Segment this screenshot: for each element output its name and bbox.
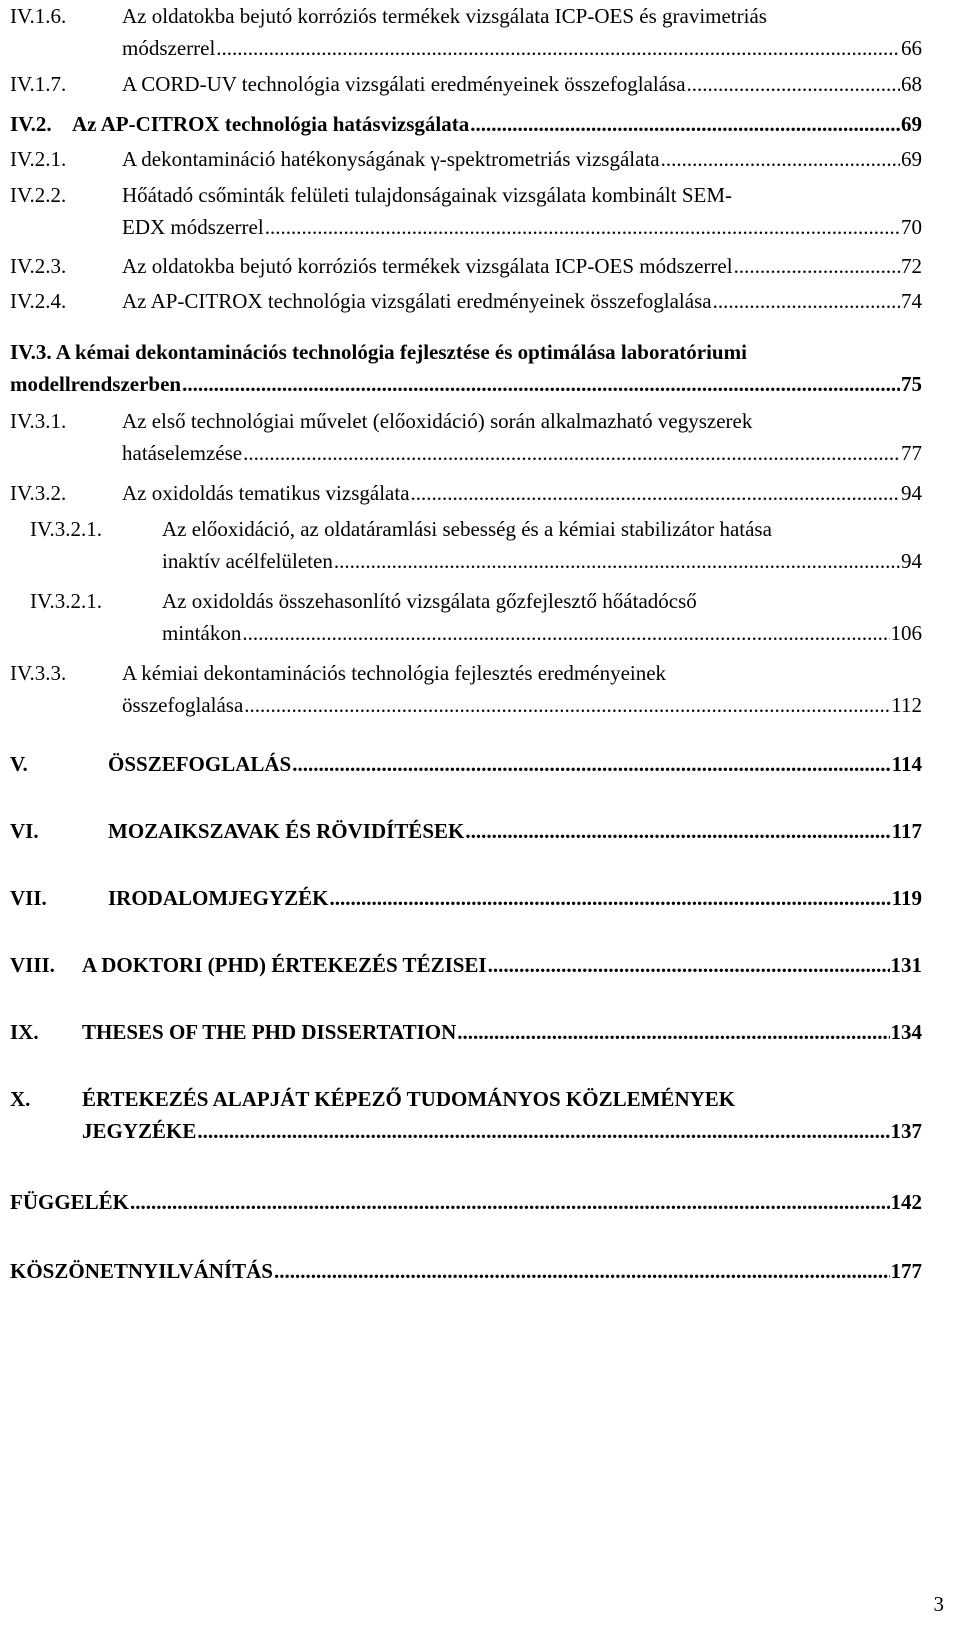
toc-entry-number: IV.2.2. bbox=[10, 183, 67, 207]
toc-entry-title-line1: Hőátadó csőminták felületi tulajdonságainak vizsgálata kombinált SEM- bbox=[122, 183, 733, 207]
toc-entry-number: VI. bbox=[10, 819, 39, 843]
toc-entry-number: IV.2. bbox=[10, 112, 52, 136]
toc-leader-dots bbox=[330, 882, 891, 914]
toc-entry-title: összefoglalása bbox=[122, 693, 244, 717]
toc-entry-title: Az oxidoldás tematikus vizsgálata bbox=[122, 481, 410, 505]
toc-page-number: 94 bbox=[901, 549, 922, 573]
toc-entry-title-line1: Az előoxidáció, az oldatáramlási sebesség és a kémiai stabilizátor hatása bbox=[162, 517, 772, 541]
toc-leader-dots bbox=[661, 143, 900, 175]
toc-page-number: 74 bbox=[901, 289, 922, 313]
toc-leader-dots bbox=[488, 949, 890, 981]
toc-leader-dots bbox=[292, 748, 890, 780]
toc-page-number: 137 bbox=[890, 1119, 922, 1143]
toc-entry-title: hatáselemzése bbox=[122, 441, 243, 465]
toc-page-number: 117 bbox=[891, 819, 922, 843]
toc-leader-dots bbox=[334, 545, 900, 577]
toc-leader-dots bbox=[734, 250, 900, 282]
toc-page-number: 66 bbox=[901, 36, 922, 60]
toc-leader-dots bbox=[411, 477, 900, 509]
toc-entry-title: A CORD-UV technológia vizsgálati eredményeinek összefoglalása bbox=[122, 72, 686, 96]
toc-page-number: 134 bbox=[890, 1020, 922, 1044]
toc-entry-title: modellrendszerben bbox=[10, 372, 182, 396]
toc-entry-title: módszerrel bbox=[122, 36, 216, 60]
toc-entry-title: MOZAIKSZAVAK ÉS RÖVIDÍTÉSEK bbox=[108, 819, 465, 843]
toc-entry bbox=[10, 336, 922, 400]
toc-leader-dots bbox=[243, 437, 900, 469]
toc-entry-title-line1: Az oxidoldás összehasonlító vizsgálata gőzfejlesztő hőátadócső bbox=[162, 589, 697, 613]
toc-entry-title: Az AP-CITROX technológia vizsgálati eredményeinek összefoglalása bbox=[122, 289, 712, 313]
toc-leader-dots bbox=[182, 368, 900, 400]
toc-entry-number: IV.3. bbox=[10, 340, 52, 364]
toc-page-number: 112 bbox=[891, 693, 922, 717]
page-number: 3 bbox=[933, 1592, 944, 1616]
toc-entry-title: mintákon bbox=[162, 621, 242, 645]
toc-leader-dots bbox=[244, 689, 890, 721]
toc-page-number: 114 bbox=[891, 752, 922, 776]
toc-entry-title-line1: A kémiai dekontaminációs technológia fejlesztés eredményeinek bbox=[122, 661, 667, 685]
toc-entry-number: X. bbox=[10, 1087, 31, 1111]
toc-leader-dots bbox=[687, 68, 900, 100]
toc-entry-number: IV.3.2.1. bbox=[30, 517, 102, 541]
toc-entry-title: A DOKTORI (PHD) ÉRTEKEZÉS TÉZISEI bbox=[82, 953, 487, 977]
toc-leader-dots bbox=[242, 617, 889, 649]
toc-leader-dots bbox=[465, 815, 890, 847]
toc-entry-title: Az oldatokba bejutó korróziós termékek vizsgálata ICP-OES módszerrel bbox=[122, 254, 733, 278]
toc-page-number: 119 bbox=[891, 886, 922, 910]
toc-entry-title-line1: A kémai dekontaminációs technológia fejlesztése és optimálása laboratóriumi bbox=[55, 340, 747, 364]
toc-entry-number: VIII. bbox=[10, 953, 55, 977]
toc-entry-number: IV.1.7. bbox=[10, 72, 67, 96]
toc-entry-title-line1: Az első technológiai művelet (előoxidáció) során alkalmazható vegyszerek bbox=[122, 409, 753, 433]
toc-entry-title: IRODALOMJEGYZÉK bbox=[108, 886, 329, 910]
toc-page-number: 70 bbox=[901, 215, 922, 239]
toc-entry-number: IV.2.1. bbox=[10, 147, 67, 171]
toc-entry-title: ÖSSZEFOGLALÁS bbox=[108, 752, 292, 776]
toc-entry-number: V. bbox=[10, 752, 28, 776]
toc-page-number: 72 bbox=[901, 254, 922, 278]
toc-leader-dots bbox=[265, 211, 900, 243]
toc-leader-dots bbox=[274, 1255, 890, 1287]
toc-entry-number: IV.3.1. bbox=[10, 409, 67, 433]
toc-entry-title: inaktív acélfelületen bbox=[162, 549, 333, 573]
toc-entry-number: IV.1.6. bbox=[10, 4, 67, 28]
toc-entry-number: IV.3.2. bbox=[10, 481, 67, 505]
toc-leader-dots bbox=[216, 32, 900, 64]
toc-leader-dots bbox=[470, 108, 900, 140]
toc-entry-title-line1: ÉRTEKEZÉS ALAPJÁT KÉPEZŐ TUDOMÁNYOS KÖZLEMÉNYEK bbox=[82, 1087, 736, 1111]
toc-entry-title: THESES OF THE PHD DISSERTATION bbox=[82, 1020, 457, 1044]
toc-leader-dots bbox=[197, 1115, 889, 1147]
toc-page-number: 68 bbox=[901, 72, 922, 96]
toc-leader-dots bbox=[457, 1016, 889, 1048]
toc-page-number: 69 bbox=[901, 147, 922, 171]
toc-entry-number: VII. bbox=[10, 886, 47, 910]
toc-entry-number: IX. bbox=[10, 1020, 39, 1044]
toc-entry-number: IV.3.2.1. bbox=[30, 589, 102, 613]
toc-page-number: 94 bbox=[901, 481, 922, 505]
toc-entry-title: Az AP-CITROX technológia hatásvizsgálata bbox=[72, 112, 470, 136]
toc-page-number: 77 bbox=[901, 441, 922, 465]
toc-page-number: 131 bbox=[890, 953, 922, 977]
toc-leader-dots bbox=[713, 285, 900, 317]
toc-page-number: 75 bbox=[901, 372, 922, 396]
toc-page-number: 106 bbox=[890, 621, 922, 645]
toc-entry-number: IV.2.3. bbox=[10, 254, 67, 278]
toc-entry-title: FÜGGELÉK bbox=[10, 1190, 130, 1214]
toc-entry-number: IV.3.3. bbox=[10, 661, 67, 685]
toc-page-number: 142 bbox=[890, 1190, 922, 1214]
toc-leader-dots bbox=[130, 1186, 889, 1218]
toc-page-number: 69 bbox=[901, 112, 922, 136]
toc-page-number: 177 bbox=[890, 1259, 922, 1283]
toc-entry-title: KÖSZÖNETNYILVÁNÍTÁS bbox=[10, 1259, 273, 1283]
toc-entry-number: IV.2.4. bbox=[10, 289, 67, 313]
toc-entry-title-line1: Az oldatokba bejutó korróziós termékek vizsgálata ICP-OES és gravimetriás bbox=[122, 4, 767, 28]
toc-entry-title: EDX módszerrel bbox=[122, 215, 264, 239]
toc-entry-title: JEGYZÉKE bbox=[82, 1119, 197, 1143]
toc-entry-title: A dekontamináció hatékonyságának γ-spektrometriás vizsgálata bbox=[122, 147, 660, 171]
